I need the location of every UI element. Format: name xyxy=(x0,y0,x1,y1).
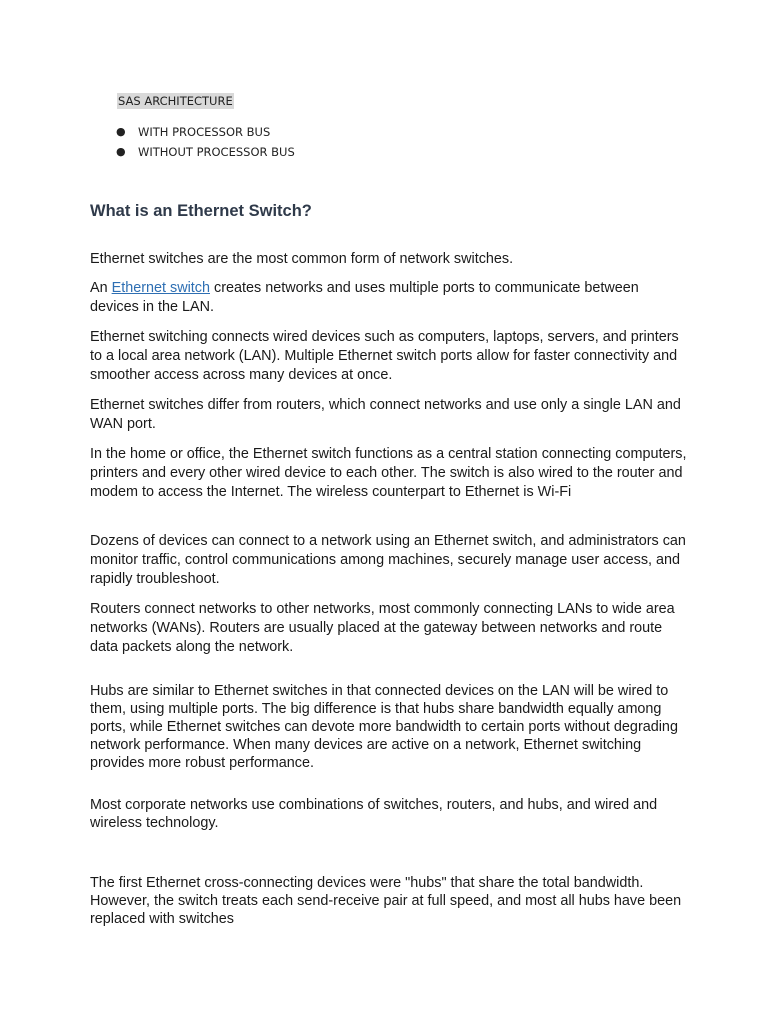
paragraph-7: Routers connect networks to other networks, most commonly connecting LANs to wide area networks (WANs). Routers are usually placed at the gateway between networks and route data packets along the network. xyxy=(90,601,675,656)
paragraph-2-suffix: creates networks and uses multiple ports to communicate between devices in the LAN. xyxy=(90,280,639,316)
paragraph-1: Ethernet switches are the most common form of network switches. xyxy=(90,251,514,267)
bullet-icon: ● xyxy=(116,145,126,158)
paragraph-4: Ethernet switches differ from routers, which connect networks and use only a single LAN and WAN port. xyxy=(90,397,681,433)
paragraph-9: Most corporate networks use combinations of switches, routers, and hubs, and wired and wireless technology. xyxy=(90,797,658,831)
list-item xyxy=(115,122,295,142)
paragraph-6: Dozens of devices can connect to a network using an Ethernet switch, and administrators can monitor traffic, control communications among machines, securely manage user access, and rapidly troubleshoot. xyxy=(90,533,686,588)
list-item-text: WITH PROCESSOR BUS xyxy=(138,125,271,139)
paragraph-2 xyxy=(90,279,690,317)
list-item-text: WITHOUT PROCESSOR BUS xyxy=(138,145,295,159)
paragraph-2-prefix: An xyxy=(90,280,112,296)
sas-architecture-heading: SAS ARCHITECTURE xyxy=(118,94,233,108)
section-title: What is an Ethernet Switch? xyxy=(90,202,312,220)
bullet-icon: ● xyxy=(116,125,126,138)
sas-bullet-list xyxy=(115,122,295,162)
list-item xyxy=(115,142,295,162)
ethernet-switch-link[interactable]: Ethernet switch xyxy=(111,280,210,296)
paragraph-8: Hubs are similar to Ethernet switches in that connected devices on the LAN will be wired to them, using multiple ports. The big difference is that hubs share bandwidth equally among ports, while Ethernet switches can devote more bandwidth to certain ports without degrading network performance. When many devices are active on a network, Ethernet switching provides more robust performance. xyxy=(90,683,678,771)
paragraph-10: The first Ethernet cross-connecting devices were "hubs" that share the total bandwidth. However, the switch treats each send-receive pair at full speed, and most all hubs have been replaced with switches xyxy=(90,875,682,927)
paragraph-5: In the home or office, the Ethernet switch functions as a central station connecting computers, printers and every other wired device to each other. The switch is also wired to the router and modem to access the Internet. The wireless counterpart to Ethernet is Wi-Fi xyxy=(90,446,687,501)
paragraph-3: Ethernet switching connects wired devices such as computers, laptops, servers, and printers to a local area network (LAN). Multiple Ethernet switch ports allow for faster connectivity and smoother access across many devices at once. xyxy=(90,329,679,384)
